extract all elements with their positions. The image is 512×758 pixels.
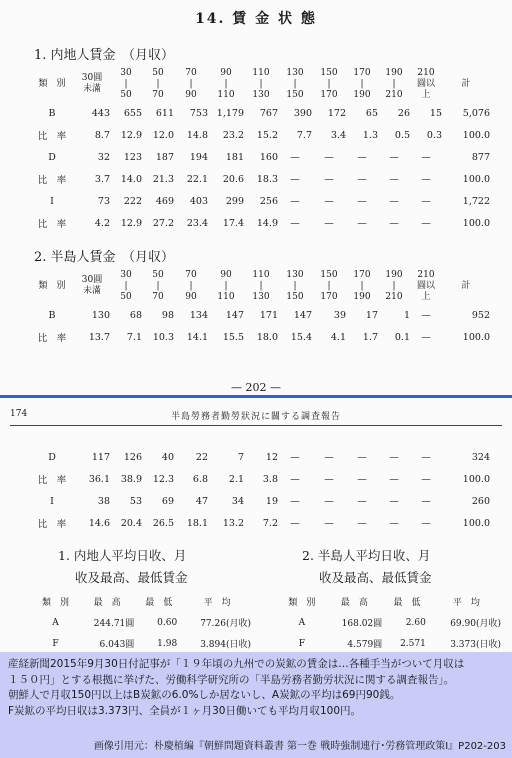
avg-cell-avg: 3.894(日收) <box>200 640 251 650</box>
table-cell: 100.0 <box>462 129 490 141</box>
table-cell: 10.3 <box>152 331 174 343</box>
table-cell: 1.7 <box>362 331 378 343</box>
header-cell <box>74 268 110 304</box>
table-cell: — <box>324 473 334 485</box>
row-label: 比 率 <box>37 131 67 142</box>
table-cell: — <box>421 451 431 463</box>
table-cell: — <box>389 195 399 207</box>
table-cell: — <box>290 517 300 529</box>
avg-header-row <box>34 591 254 612</box>
table-cell: 18.0 <box>256 331 278 343</box>
header-cell-text: 50 | 70 <box>152 67 164 100</box>
hantoujin-wage-table-continued <box>30 446 490 534</box>
table-cell: 17 <box>365 309 378 321</box>
table-cell: — <box>324 151 334 163</box>
header-cell-text: 計 <box>461 280 471 291</box>
table-cell: 20.6 <box>222 173 244 185</box>
table-cell: — <box>421 151 431 163</box>
table-cell: — <box>389 495 399 507</box>
table-cell: 26 <box>397 107 410 119</box>
header-cell <box>278 268 312 304</box>
avg-cell-avg: 69.90(月收) <box>450 619 501 629</box>
table-cell: — <box>290 473 300 485</box>
avg-right-title-line1: 2. 半島人平均日收、月 <box>302 548 431 563</box>
avg-right-title <box>302 545 432 589</box>
row-label: D <box>48 151 56 163</box>
table-cell: — <box>421 217 431 229</box>
table-cell: 123 <box>123 151 142 163</box>
header-cell <box>208 66 244 102</box>
table-cell: — <box>421 195 431 207</box>
table-cell: — <box>389 173 399 185</box>
table-cell: 100.0 <box>462 473 490 485</box>
table-cell: 12.9 <box>120 217 142 229</box>
table-cell: 172 <box>327 107 346 119</box>
avg-row <box>34 633 254 654</box>
avg-cell-low: 2.571 <box>400 638 426 649</box>
header-cell-text: 90 | 110 <box>217 67 235 100</box>
avg-cell-low: 2.60 <box>405 617 426 628</box>
table-cell: 32 <box>97 151 110 163</box>
table-cell: 38 <box>97 495 110 507</box>
table-cell: 5,076 <box>462 107 490 119</box>
table-cell: 194 <box>189 151 208 163</box>
hantoujin-wage-table <box>30 268 490 348</box>
header-cell <box>278 66 312 102</box>
header-cell-text: 30圓 未滿 <box>81 73 103 94</box>
table-cell: 3.4 <box>330 129 346 141</box>
table-cell: 299 <box>225 195 244 207</box>
table-cell: 12 <box>265 451 278 463</box>
row-label: I <box>50 495 54 507</box>
avg-header-cell: 最 高 <box>340 598 368 608</box>
table-cell: 0.1 <box>394 331 410 343</box>
row-label: D <box>48 451 56 463</box>
avg-cell-low: 1.98 <box>157 638 178 649</box>
header-cell-text: 70 | 90 <box>185 67 197 100</box>
row-label: 比 率 <box>37 519 67 530</box>
table-cell: 2.1 <box>228 473 244 485</box>
table-cell: 15 <box>429 107 442 119</box>
header-cell <box>174 66 208 102</box>
note-line-3: 朝鮮人で月収150円以上はB炭鉱の6.0%しか居ないし、A炭鉱の平均は69円90銭。 <box>8 689 401 701</box>
table-cell: 21.3 <box>152 173 174 185</box>
header-cell-text: 90 | 110 <box>217 269 235 302</box>
avg-header-cell: 平 均 <box>452 598 480 608</box>
table-cell: — <box>421 495 431 507</box>
avg-cell-high: 168.02圓 <box>341 619 383 629</box>
table-cell: 68 <box>129 309 142 321</box>
table-cell: 7.2 <box>262 517 278 529</box>
table-cell: 100.0 <box>462 517 490 529</box>
table-cell: 53 <box>129 495 142 507</box>
table-header-row <box>30 268 490 304</box>
avg-row <box>34 612 254 633</box>
header-cell-text: 190 | 210 <box>385 67 403 100</box>
avg-cell-label: A <box>298 617 306 628</box>
header-cell <box>244 66 278 102</box>
table-cell: 390 <box>293 107 312 119</box>
row-label: 比 率 <box>37 475 67 486</box>
table-cell: 877 <box>471 151 490 163</box>
avg-cell-high: 244.71圓 <box>93 619 135 629</box>
table-cell: 256 <box>259 195 278 207</box>
table-cell: — <box>290 195 300 207</box>
naichijin-wage-table <box>30 66 490 234</box>
table-cell: 171 <box>259 309 278 321</box>
avg-cell-avg: 77.26(月收) <box>200 619 251 629</box>
table-cell: — <box>290 151 300 163</box>
table-cell: 7.7 <box>296 129 312 141</box>
note-line-2: １５０円」とする根拠に挙げた、労働科学研究所の「半島労務者勤労状況に関する調査報告」。 <box>8 673 455 686</box>
table-cell: 73 <box>97 195 110 207</box>
header-rule <box>10 425 502 426</box>
header-cell-text: 110 | 130 <box>252 67 270 100</box>
header-cell <box>378 66 410 102</box>
header-cell <box>442 268 490 304</box>
header-cell-category: 類 別 <box>38 280 66 291</box>
table-cell: 7 <box>237 451 244 463</box>
table-cell: — <box>290 495 300 507</box>
avg-cell-label: A <box>52 617 59 628</box>
table-cell: 18.1 <box>186 517 208 529</box>
table-cell: — <box>324 173 334 185</box>
table-cell: 14.0 <box>120 173 142 185</box>
table-cell: 18.3 <box>256 173 278 185</box>
avg-cell-high: 6.043圓 <box>99 640 135 650</box>
table-row <box>30 326 490 348</box>
header-cell-text: 30 | 50 <box>120 67 132 100</box>
avg-header-cell: 平 均 <box>203 598 231 608</box>
table-cell: 469 <box>155 195 174 207</box>
table-cell: 12.0 <box>152 129 174 141</box>
table-cell: 0.5 <box>394 129 410 141</box>
header-cell-text: 210 圓以 上 <box>416 269 435 302</box>
header-cell <box>110 66 142 102</box>
table-cell: — <box>421 473 431 485</box>
table-cell: 19 <box>265 495 278 507</box>
table-cell: 443 <box>91 107 110 119</box>
avg-left-title <box>58 545 188 589</box>
table-cell: 39 <box>333 309 346 321</box>
table-cell: 222 <box>123 195 142 207</box>
table-cell: 0.3 <box>426 129 442 141</box>
table-cell: — <box>290 451 300 463</box>
table-cell: 15.4 <box>290 331 312 343</box>
row-label: 比 率 <box>37 175 67 186</box>
note-line-4: F炭鉱の平均日収は3.373円、全員が１ヶ月30日働いても平均月収100円。 <box>8 704 361 717</box>
table-cell: 1,179 <box>216 107 244 119</box>
table-cell: — <box>324 495 334 507</box>
table-cell: — <box>324 517 334 529</box>
table-cell: 753 <box>189 107 208 119</box>
table-cell: 22 <box>195 451 208 463</box>
table-row <box>30 490 490 512</box>
table-cell: — <box>389 451 399 463</box>
table-cell: 34 <box>231 495 244 507</box>
header-cell-text: 130 | 150 <box>286 67 304 100</box>
table-row <box>30 124 490 146</box>
header-cell <box>312 66 346 102</box>
table-cell: — <box>324 217 334 229</box>
header-cell-text: 50 | 70 <box>152 269 164 302</box>
row-label: I <box>50 195 54 207</box>
table-cell: — <box>357 173 367 185</box>
table-cell: 1.3 <box>362 129 378 141</box>
header-cell-text: 170 | 190 <box>353 67 371 100</box>
header-cell <box>244 268 278 304</box>
avg-header-cell: 類 別 <box>288 598 316 608</box>
table-cell: — <box>357 195 367 207</box>
header-cell-text: 150 | 170 <box>320 67 338 100</box>
table-row <box>30 304 490 326</box>
table-cell: 7.1 <box>126 331 142 343</box>
table-cell: — <box>357 517 367 529</box>
avg-left-title-line2: 收及最高、最低賃金 <box>75 570 188 585</box>
page-number-202: — 202 — <box>231 381 281 394</box>
annotation-note <box>0 652 512 758</box>
avg-cell-low: 0.60 <box>157 617 178 628</box>
header-cell-text: 170 | 190 <box>353 269 371 302</box>
table-cell: — <box>389 217 399 229</box>
table-cell: 22.1 <box>186 173 208 185</box>
table-cell: 3.7 <box>94 173 110 185</box>
table-cell: — <box>324 451 334 463</box>
table-cell: — <box>357 151 367 163</box>
header-cell-text: 計 <box>461 78 471 89</box>
table-cell: 47 <box>195 495 208 507</box>
running-title: 半島勞務者勤勞狀況に關する調査報告 <box>170 412 341 422</box>
header-cell-text: 110 | 130 <box>252 269 270 302</box>
row-label: 比 率 <box>37 333 67 344</box>
table-cell: 98 <box>161 309 174 321</box>
table-cell: 403 <box>189 195 208 207</box>
table-cell: 12.9 <box>120 129 142 141</box>
header-cell <box>410 268 442 304</box>
header-cell-text: 130 | 150 <box>286 269 304 302</box>
avg-cell-label: F <box>52 638 59 649</box>
avg-cell-label: F <box>298 638 305 649</box>
header-cell-text: 210 圓以 上 <box>416 67 435 100</box>
table-cell: 100.0 <box>462 331 490 343</box>
table-row <box>30 190 490 212</box>
table-cell: 181 <box>225 151 244 163</box>
header-cell-text: 150 | 170 <box>320 269 338 302</box>
table-cell: 611 <box>155 107 174 119</box>
table-cell: 100.0 <box>462 173 490 185</box>
table-row <box>30 468 490 490</box>
table-cell: 14.9 <box>256 217 278 229</box>
table-cell: — <box>389 473 399 485</box>
table-cell: — <box>290 173 300 185</box>
table-cell: — <box>421 309 431 321</box>
header-cell <box>208 268 244 304</box>
table-cell: 14.8 <box>186 129 208 141</box>
table-row <box>30 168 490 190</box>
table-cell: 13.2 <box>222 517 244 529</box>
table-cell: 767 <box>259 107 278 119</box>
table-cell: 65 <box>365 107 378 119</box>
table-cell: — <box>357 495 367 507</box>
header-cell <box>174 268 208 304</box>
table-cell: — <box>324 195 334 207</box>
table-row <box>30 102 490 124</box>
table-cell: 4.2 <box>94 217 110 229</box>
table-cell: 6.8 <box>192 473 208 485</box>
table-row <box>30 146 490 168</box>
table-cell: 27.2 <box>152 217 174 229</box>
section-heading-hantoujin-wages: 2. 半島人賃金 （月収） <box>34 250 175 265</box>
header-cell <box>378 268 410 304</box>
table-cell: 100.0 <box>462 217 490 229</box>
table-cell: 14.6 <box>88 517 110 529</box>
table-cell: 147 <box>293 309 312 321</box>
table-cell: 14.1 <box>186 331 208 343</box>
table-row <box>30 446 490 468</box>
table-cell: 952 <box>471 309 490 321</box>
table-cell: 15.5 <box>222 331 244 343</box>
avg-right-table <box>280 591 504 654</box>
table-cell: 20.4 <box>120 517 142 529</box>
table-cell: — <box>389 517 399 529</box>
avg-row <box>280 633 504 654</box>
table-cell: 147 <box>225 309 244 321</box>
table-cell: 655 <box>123 107 142 119</box>
table-cell: 117 <box>91 451 110 463</box>
avg-left-title-line1: 1. 内地人平均日收、月 <box>58 548 187 563</box>
table-cell: 40 <box>161 451 174 463</box>
table-cell: — <box>357 473 367 485</box>
header-cell-text: 190 | 210 <box>385 269 403 302</box>
table-cell: 260 <box>471 495 490 507</box>
avg-cell-avg: 3.373(日收) <box>450 640 501 650</box>
avg-right-title-line2: 收及最高、最低賃金 <box>319 570 432 585</box>
header-cell <box>142 268 174 304</box>
table-cell: 126 <box>123 451 142 463</box>
table-row <box>30 512 490 534</box>
header-cell-category: 類 別 <box>38 78 66 89</box>
header-cell <box>346 268 378 304</box>
header-cell <box>110 268 142 304</box>
table-cell: 324 <box>471 451 490 463</box>
table-cell: 1 <box>403 309 410 321</box>
table-cell: 8.7 <box>94 129 110 141</box>
avg-row <box>280 612 504 633</box>
avg-header-cell: 最 低 <box>393 598 421 608</box>
table-cell: — <box>421 331 431 343</box>
table-cell: 13.7 <box>88 331 110 343</box>
table-cell: 15.2 <box>256 129 278 141</box>
table-cell: 69 <box>161 495 174 507</box>
avg-cell-high: 4.579圓 <box>347 640 383 650</box>
table-cell: — <box>357 217 367 229</box>
image-citation: 画像引用元：朴慶植編『朝鮮問題資料叢書 第一巻 戦時強制連行･労務管理政策Ⅰ』P202-203 <box>93 740 506 752</box>
avg-header-row <box>280 591 504 612</box>
table-cell: 187 <box>155 151 174 163</box>
table-row <box>30 212 490 234</box>
table-cell: 17.4 <box>222 217 244 229</box>
table-cell: 38.9 <box>120 473 142 485</box>
table-header-row <box>30 66 490 102</box>
header-cell <box>346 66 378 102</box>
table-cell: 3.8 <box>262 473 278 485</box>
row-label: B <box>48 309 56 321</box>
table-cell: 130 <box>91 309 110 321</box>
table-cell: 160 <box>259 151 278 163</box>
header-cell-text: 30圓 未滿 <box>81 275 103 296</box>
table-cell: 12.3 <box>152 473 174 485</box>
table-cell: — <box>389 151 399 163</box>
header-cell <box>142 66 174 102</box>
header-cell-text: 30 | 50 <box>120 269 132 302</box>
row-label: B <box>48 107 56 119</box>
avg-left-table <box>34 591 254 654</box>
header-cell <box>442 66 490 102</box>
note-line-1: 産経新聞2015年9月30日付記事が「１９年頃の九州での炭鉱の賃金は…各種手当がついて月収は <box>8 658 465 670</box>
avg-header-cell: 最 低 <box>145 598 173 608</box>
table-cell: 23.2 <box>222 129 244 141</box>
table-cell: 26.5 <box>152 517 174 529</box>
table-cell: — <box>357 451 367 463</box>
table-cell: 4.1 <box>330 331 346 343</box>
table-cell: 1,722 <box>462 195 490 207</box>
table-cell: 36.1 <box>88 473 110 485</box>
table-cell: 134 <box>189 309 208 321</box>
table-cell: — <box>421 173 431 185</box>
table-cell: 23.4 <box>186 217 208 229</box>
section-heading-naichijin-wages: 1. 内地人賃金 （月収） <box>34 48 175 63</box>
row-label: 比 率 <box>37 219 67 230</box>
table-cell: — <box>421 517 431 529</box>
header-cell <box>410 66 442 102</box>
table-cell: — <box>290 217 300 229</box>
page-title: 14. 賃 金 状 態 <box>195 11 317 27</box>
page-number-174: 174 <box>10 409 28 419</box>
header-cell <box>74 66 110 102</box>
avg-header-cell: 最 高 <box>93 598 121 608</box>
avg-header-cell: 類 別 <box>41 598 69 608</box>
header-cell <box>312 268 346 304</box>
header-cell-text: 70 | 90 <box>185 269 197 302</box>
